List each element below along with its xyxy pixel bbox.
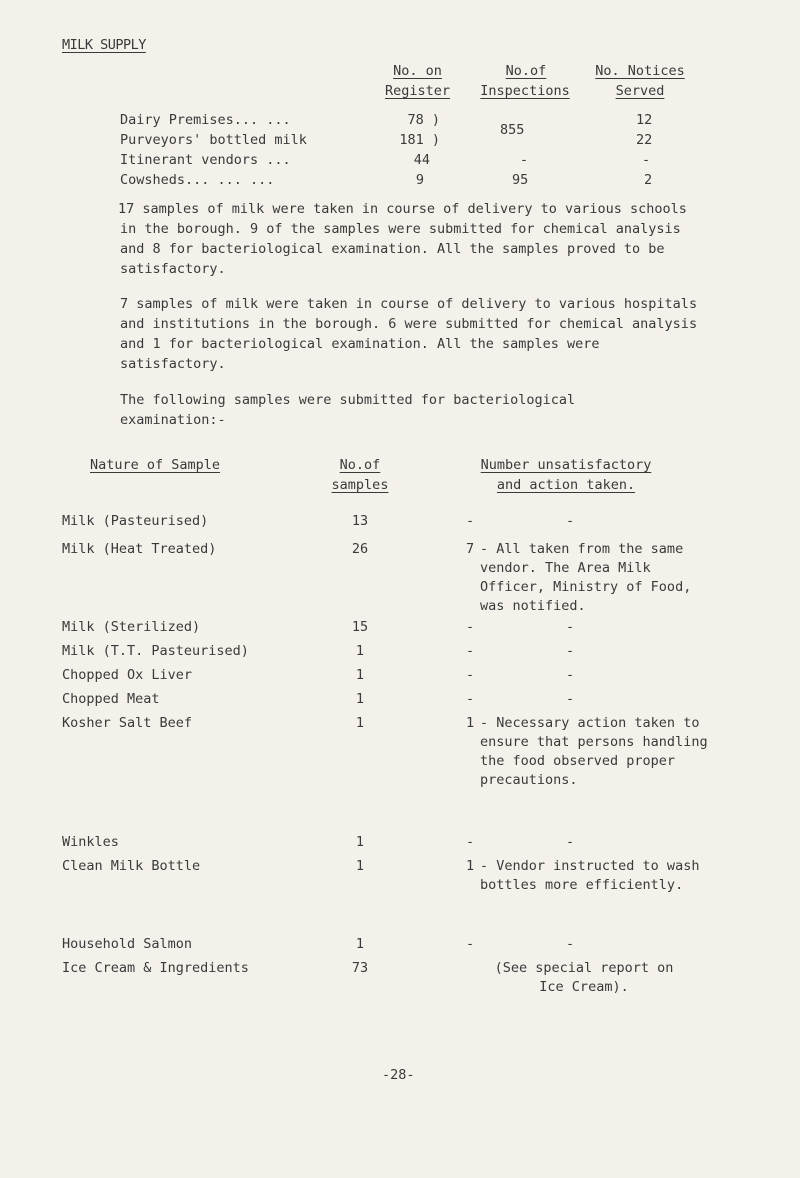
sample-unsatisfactory: 7 <box>466 541 475 557</box>
sample-action: - <box>566 691 575 707</box>
supply-row-register: 78 ) <box>407 112 440 128</box>
samples-header-unsatisfactory-line1: Number unsatisfactory <box>480 457 652 473</box>
supply-row-notices: 22 <box>636 132 653 148</box>
samples-header-nature: Nature of Sample <box>90 457 221 473</box>
paragraph-hospitals: 7 samples of milk were taken in course of delivery to various hospitals and institutions in the borough. 6 were submitted for chemical analysis and 1 for bacteriological examination. All the samples were satisfactory. <box>120 296 698 372</box>
samples-header-unsatisfactory-line2: and action taken. <box>496 477 636 493</box>
sample-nature: Household Salmon <box>62 936 193 952</box>
supply-row-inspections: 95 <box>512 172 529 188</box>
samples-header-count-line1: No.of <box>339 457 381 473</box>
sample-action: - <box>566 667 575 683</box>
supply-row-label: Cowsheds... ... ... <box>120 172 275 188</box>
col-header-inspections-line1: No.of <box>505 63 547 79</box>
sample-count: 15 <box>351 619 369 635</box>
supply-row-register: 181 ) <box>399 132 440 148</box>
sample-count: 1 <box>355 691 365 707</box>
col-header-register-line2: Register <box>384 83 451 99</box>
supply-row-inspections: - <box>520 152 529 168</box>
sample-nature: Clean Milk Bottle <box>62 858 201 874</box>
sample-action: - Necessary action taken to ensure that persons handling the food observed proper precautions. <box>480 715 708 788</box>
sample-count: 26 <box>351 541 369 557</box>
paragraph-following: The following samples were submitted for bacteriological examination:- <box>120 392 576 428</box>
sample-count: 1 <box>355 667 365 683</box>
supply-row-label: Dairy Premises... ... <box>120 112 291 128</box>
sample-count: 1 <box>355 858 365 874</box>
col-header-inspections-line2: Inspections <box>480 83 570 99</box>
sample-count: 73 <box>351 960 369 976</box>
col-header-notices-line2: Served <box>615 83 665 99</box>
supply-row-notices: 12 <box>636 112 653 128</box>
sample-unsatisfactory: 1 <box>466 858 475 874</box>
sample-action: - <box>566 834 575 850</box>
sample-unsatisfactory: - <box>466 619 475 635</box>
sample-nature: Milk (Heat Treated) <box>62 541 217 557</box>
page-number: -28- <box>382 1067 415 1083</box>
sample-nature: Milk (Sterilized) <box>62 619 201 635</box>
sample-action: (See special report on Ice Cream). <box>494 960 674 995</box>
supply-row-label: Itinerant vendors ... <box>120 152 291 168</box>
sample-unsatisfactory: - <box>466 834 475 850</box>
sample-count: 13 <box>351 513 369 529</box>
supply-row-notices: 2 <box>644 172 653 188</box>
sample-count: 1 <box>355 643 365 659</box>
sample-action: - All taken from the same vendor. The Area Milk Officer, Ministry of Food, was notified. <box>480 541 692 614</box>
supply-row-register: 9 <box>415 172 424 188</box>
sample-nature: Kosher Salt Beef <box>62 715 193 731</box>
sample-nature: Milk (T.T. Pasteurised) <box>62 643 249 659</box>
sample-nature: Milk (Pasteurised) <box>62 513 209 529</box>
sample-unsatisfactory: - <box>466 667 475 683</box>
col-header-notices-line1: No. Notices <box>595 63 685 79</box>
supply-combined-inspections: 855 <box>500 122 525 138</box>
sample-nature: Chopped Ox Liver <box>62 667 193 683</box>
sample-count: 1 <box>355 715 365 731</box>
sample-nature: Ice Cream & Ingredients <box>62 960 249 976</box>
sample-action: - <box>566 936 575 952</box>
section-heading: MILK SUPPLY <box>62 37 146 53</box>
col-header-register-line1: No. on <box>393 63 442 79</box>
sample-unsatisfactory: - <box>466 936 475 952</box>
sample-nature: Winkles <box>62 834 119 850</box>
sample-unsatisfactory: 1 <box>466 715 475 731</box>
supply-row-register: 44 <box>413 152 430 168</box>
supply-row-notices: - <box>642 152 651 168</box>
supply-row-label: Purveyors' bottled milk <box>120 132 307 148</box>
sample-action: - <box>566 513 575 529</box>
samples-header-count-line2: samples <box>331 477 389 493</box>
sample-nature: Chopped Meat <box>62 691 160 707</box>
sample-action: - Vendor instructed to wash bottles more efficiently. <box>480 858 700 893</box>
paragraph-schools: 17 samples of milk were taken in course of delivery to various schools in the borough. 9 of the samples were submitted for chemical analysis and 8 for bacteriological examination. All the samples proved to be satisfactory. <box>118 201 687 277</box>
sample-unsatisfactory: - <box>466 691 475 707</box>
sample-count: 1 <box>355 834 365 850</box>
sample-action: - <box>566 619 575 635</box>
sample-count: 1 <box>355 936 365 952</box>
sample-unsatisfactory: - <box>466 513 475 529</box>
sample-action: - <box>566 643 575 659</box>
sample-unsatisfactory: - <box>466 643 475 659</box>
